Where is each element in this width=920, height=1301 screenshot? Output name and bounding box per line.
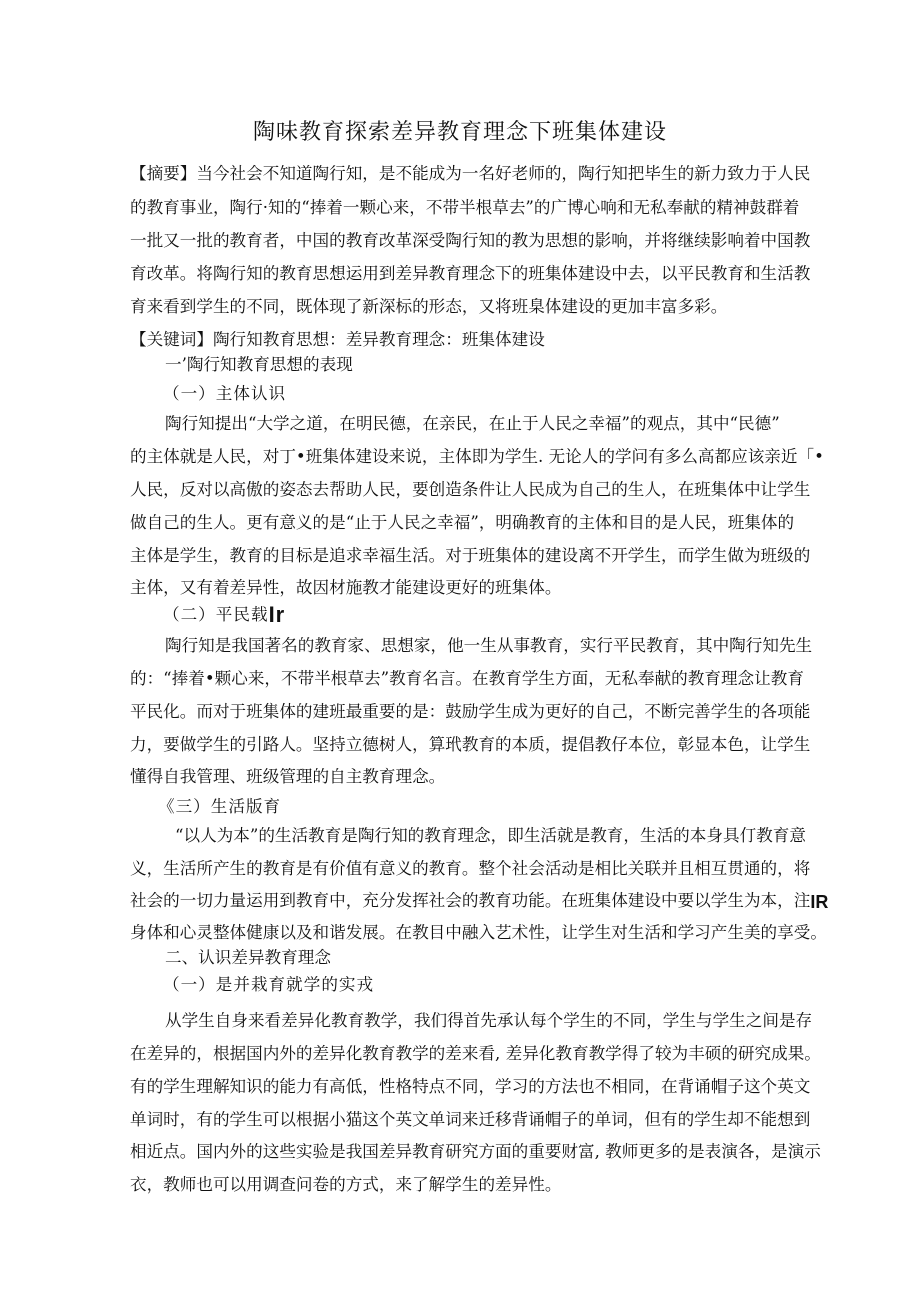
abstract-line: 【摘要】当今社会不知道陶行知，是不能成为一名好老师的，陶行知把毕生的新力致力于人民 <box>130 164 811 183</box>
abstract-line: 一批又一批的教育者，中国的教育改革深受陶行知的教为思想的影响，并将继续影响着中国教 <box>130 231 811 250</box>
paragraph-line: 力，要做学生的引路人。坚持立德树人，算玳教育的本质，提倡教仔本位，彰显本色，让学生 <box>130 735 811 754</box>
paragraph-line: 主体是学生，教育的目标是追求幸福生活。对于班集体的建设离不开学生，而学生做为班级的 <box>130 546 811 565</box>
section-heading: 一’陶行知教育思想的表现 <box>165 355 353 374</box>
paragraph-line: 衣，教师也可以用调查问卷的方式，来了解学生的差异性。 <box>130 1175 562 1194</box>
paragraph-line: 主体，又有着差异性，故因材施教才能建设更好的班集体。 <box>130 578 562 597</box>
subsection-heading: 《三）生活版育 <box>158 797 282 816</box>
paragraph-line: 人民，反对以高傲的姿态去帮助人民，要创造条件让人民成为自己的生人，在班集体中让学生 <box>130 480 811 499</box>
paragraph-line: 有的学生理解知识的能力有高低，性格特点不同，学习的方法也不相同，在背诵帽子这个英文 <box>130 1077 811 1096</box>
keywords-line: 【关键词】陶行知教育思想：差异教育理念：班集体建设 <box>130 330 545 349</box>
subsection-heading-glyph: Ir <box>268 602 286 627</box>
subsection-heading: （一）是并栽育就学的实戎 <box>163 975 375 994</box>
paragraph-line: “以人为本”的生活教育是陶行知的教育理念，即生活就是教育，生活的本身具仃教育意 <box>175 826 806 845</box>
subsection-heading-text: （二）平民载 <box>163 605 269 624</box>
paragraph-line: 陶行知提出“大学之道，在明民德，在亲民，在止于人民之幸福”的观点，其中“民德” <box>165 414 780 433</box>
paragraph-line: 的：“捧着•颗心来，不带半根草去”教育名言。在教育学生方面，无私奉献的教育理念让教育 <box>130 669 804 688</box>
paragraph-line: 身体和心灵整体健康以及和谐发展。在教目中融入艺术性，让学生对生活和学习产生美的享受。 <box>130 923 827 942</box>
section-heading: 二、认识差异教育理念 <box>165 948 331 967</box>
paragraph-line: 的主体就是人民，对丁•班集体建设来说，主体即为学生. 无论人的学问有多么高都应该亲近「• <box>130 447 824 466</box>
subsection-heading: （一）主体认识 <box>163 384 287 403</box>
subsection-heading <box>163 600 763 630</box>
paragraph-line: 从学生自身来看差异化教育教学，我们得首先承认每个学生的不同，学生与学生之间是存 <box>165 1011 813 1030</box>
paragraph-glyph: IR <box>810 892 829 912</box>
paragraph-line: 在差异的，根据国内外的差异化教育教学的差来看, 差异化教育教学得了较为丰硕的研究成果。 <box>130 1044 821 1063</box>
abstract-line: 的教育事业，陶行·知的“捧着一颗心来，不带半根草去”的广博心响和无私奉献的精神鼓群着 <box>130 198 800 217</box>
paragraph-line: 懂得自我管理、班级管理的自主教育理念。 <box>130 767 446 786</box>
paragraph-line: 陶行知是我国著名的教育家、思想家，他一生从事教育，实行平民教育，其中陶行知先生 <box>165 636 813 655</box>
paragraph-line: 做自己的生人。更有意义的是“止于人民之幸福”，明确教育的主体和目的是人民，班集体的 <box>130 513 795 532</box>
paragraph-line: 义，生活所产生的教育是有价值有意义的教育。整个社会活动是相比关联并且相互贯通的，将 <box>130 859 811 878</box>
paragraph-line: 单词时，有的学生可以根据小猫这个英文单词来迁移背诵帽子的单词，但有的学生却不能想到 <box>130 1110 811 1129</box>
paragraph-line: 相近点。国内外的这些实验是我国差异教育研究方面的重要财富, 教师更多的是表演各，是演示 <box>130 1142 821 1161</box>
paragraph-text: 社会的一切力量运用到教育中，充分发挥社会的教育功能。在班集体建设中要以学生为本，注 <box>130 891 811 910</box>
paragraph-line: 平民化。而对于班集体的建班最重要的是：鼓励学生成为更好的自己，不断完善学生的各项能 <box>130 702 811 721</box>
paragraph-line <box>130 889 845 914</box>
abstract-line: 育来看到学生的不同，既体现了新深标的形态，又将班臬体建设的更加丰富多彩。 <box>130 297 728 316</box>
document-title: 陶味教育探索差异教育理念下班集体建设 <box>252 120 667 145</box>
abstract-line: 育改革。将陶行知的教育思想运用到差异教育理念下的班集体建设中去，以平民教育和生活教 <box>130 264 811 283</box>
